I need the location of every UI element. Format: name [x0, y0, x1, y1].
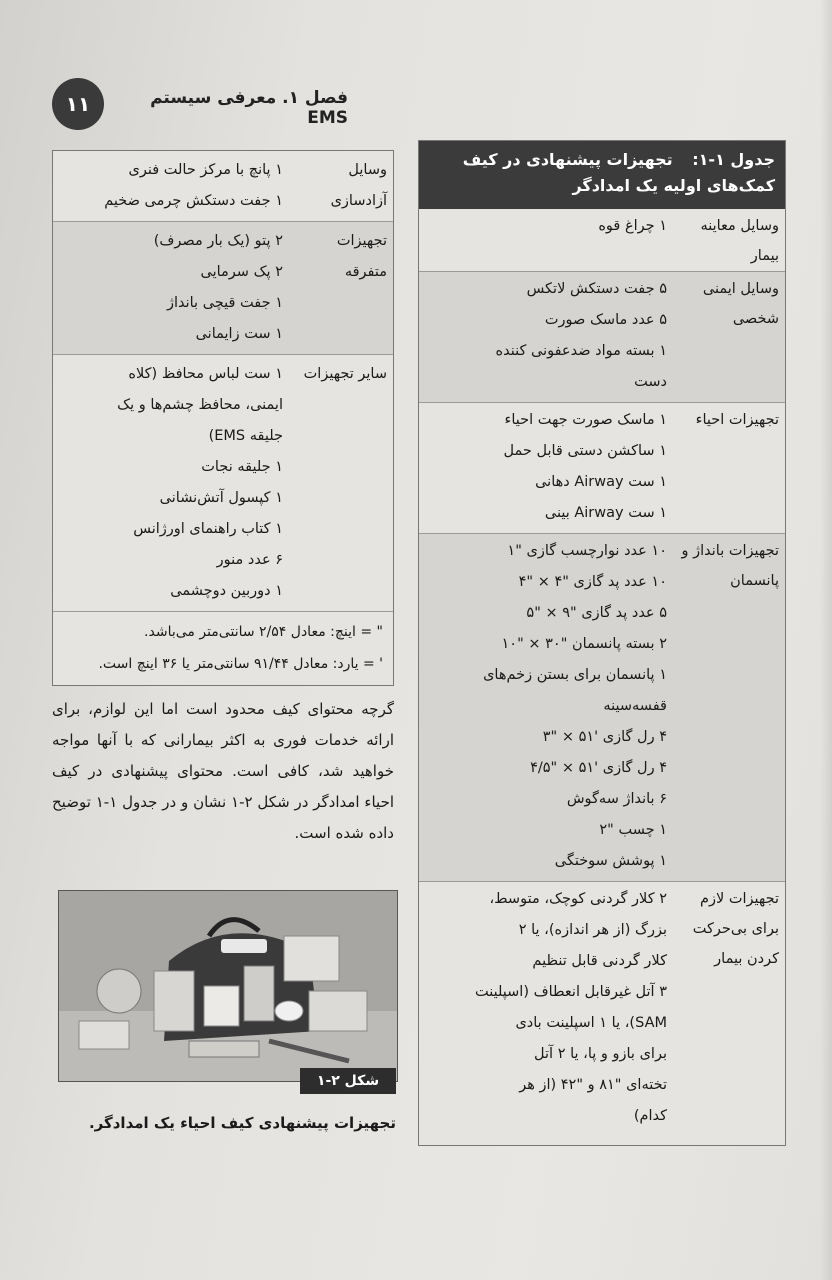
equipment-table-continued [52, 150, 394, 686]
note-yard: ' = یارد: معادل ۹۱/۴۴ سانتی‌متر یا ۳۶ اینچ است. [98, 656, 383, 672]
table-title-line2: کمک‌های اولیه یک امدادگر [572, 176, 775, 195]
list-item: ۱ کپسول آتش‌نشانی [159, 490, 283, 506]
list-item: SAM)، یا ۱ اسپلینت بادی [515, 1015, 667, 1031]
row-items [419, 272, 673, 402]
figure-label: شکل ۲-۱ [300, 1068, 396, 1094]
table-row [419, 209, 785, 272]
list-item: ۱ ست زایمانی [195, 326, 283, 342]
row-category: تجهیزات لازم برای بی‌حرکت کردن بیمار [692, 891, 779, 967]
list-item: ۴ رل گازی '۵۱ × "۳ [542, 729, 667, 745]
list-item: تخته‌ای "۸۱ و "۴۲ (از هر [519, 1077, 667, 1093]
list-item: ۲ پک سرمایی [200, 264, 283, 280]
list-item: ۱ کتاب راهنمای اورژانس [133, 521, 283, 537]
page-edge-shadow [820, 0, 832, 1280]
table-row [419, 882, 785, 1136]
list-item: ۱ بسته مواد ضدعفونی کننده [495, 343, 667, 359]
table-row [419, 534, 785, 882]
list-item: ۱ چسب "۲ [599, 822, 667, 838]
table-row [419, 272, 785, 403]
list-item: بزرگ (از هر اندازه)، یا ۲ [518, 922, 667, 938]
row-category: سایر تجهیزات [303, 366, 387, 382]
figure-caption: تجهیزات پیشنهادی کیف احیاء یک امدادگر. [88, 1114, 396, 1132]
list-item: ۶ بانداژ سه‌گوش [566, 791, 667, 807]
list-item: ۱۰ عدد پد گازی "۴ × "۴ [518, 574, 667, 590]
figure [58, 890, 396, 1100]
note-inch: " = اینچ: معادل ۲/۵۴ سانتی‌متر می‌باشد. [144, 624, 383, 640]
table-row [53, 222, 393, 355]
first-aid-kit-illustration [59, 891, 397, 1081]
list-item: ۴ رل گازی '۵۱ × "۴/۵ [530, 760, 667, 776]
list-item: برای بازو و پا، یا ۲ آتل [534, 1046, 667, 1062]
table-header [419, 141, 785, 209]
table-notes [53, 612, 393, 684]
list-item: ۱ ست لباس محافظ (کلاه [128, 366, 283, 382]
row-items [419, 403, 673, 533]
first-aid-kit-photo [58, 890, 398, 1082]
row-category: وسایل آزادسازی [330, 162, 387, 209]
list-item: ۵ جفت دستکش لاتکس [526, 281, 667, 297]
list-item: دست [634, 374, 667, 390]
list-item: ۱ ماسک صورت جهت احیاء [504, 412, 667, 428]
body-paragraph: گرچه محتوای کیف محدود است اما این لوازم، برای ارائه خدمات فوری به اکثر بیمارانی که با آنها مواجه خواهید شد، کافی است. محتوای پیشنهادی در کیف احیاء امدادگر در شکل ۲-۱ نشان و در جدول ۱-۱ توضیح داده شده است. [52, 700, 395, 842]
list-item: ۱۰ عدد نوارچسب گازی "۱ [507, 543, 667, 559]
list-item: ۱ پانچ با مرکز حالت فنری [128, 162, 283, 178]
list-item: ۵ عدد پد گازی "۹ × "۵ [526, 605, 667, 621]
list-item: ۱ پوشش سوختگی [554, 853, 667, 869]
table-row [53, 355, 393, 612]
list-item: ۱ جفت قیچی بانداژ [166, 295, 283, 311]
list-item: ۵ عدد ماسک صورت [544, 312, 667, 328]
list-item: ۱ جفت دستکش چرمی ضخیم [104, 193, 283, 209]
list-item: کدام) [633, 1108, 667, 1124]
row-category: وسایل ایمنی شخصی [702, 281, 779, 327]
page-number: ۱۱ [52, 78, 104, 130]
row-items [419, 209, 673, 271]
list-item: ۱ پانسمان برای بستن زخم‌های [483, 667, 667, 683]
list-item: ۱ جلیقه نجات [201, 459, 283, 475]
row-items [419, 882, 673, 1136]
chapter-title: فصل ۱. معرفی سیستم EMS [150, 88, 348, 128]
table-row [419, 403, 785, 534]
row-items [53, 151, 289, 221]
list-item: ۱ ساکشن دستی قابل حمل [503, 443, 667, 459]
list-item: ایمنی، محافظ چشم‌ها و یک [117, 397, 283, 413]
list-item: ۲ بسته پانسمان "۳۰ × "۱۰ [501, 636, 667, 652]
row-category: وسایل معاینه بیمار [700, 218, 779, 264]
list-item: ۶ عدد منور [216, 552, 283, 568]
table-title-line1: تجهیزات پیشنهادی در کیف [462, 150, 673, 169]
list-item: ۱ دوربین دوچشمی [170, 583, 283, 599]
list-item: جلیقه EMS) [208, 428, 283, 444]
row-category: تجهیزات احیاء [695, 412, 779, 428]
list-item: ۲ کلار گردنی کوچک، متوسط، [489, 891, 667, 907]
row-items [53, 355, 289, 611]
table-row [53, 151, 393, 222]
list-item: ۲ پتو (یک بار مصرف) [153, 233, 283, 249]
row-items [419, 534, 673, 881]
list-item: ۱ ست Airway دهانی [535, 474, 667, 490]
row-items [53, 222, 289, 354]
row-category: تجهیزات بانداژ و پانسمان [681, 543, 779, 589]
list-item: ۱ ست Airway بینی [544, 505, 667, 521]
list-item: ۳ آتل غیرقابل انعطاف (اسپلینت [474, 984, 667, 1000]
row-category: تجهیزات متفرقه [336, 233, 387, 280]
table-label: جدول ۱-۱: [692, 150, 775, 169]
equipment-table [418, 140, 786, 1146]
list-item: قفسه‌سینه [603, 698, 667, 714]
list-item: کلار گردنی قابل تنظیم [532, 953, 667, 969]
list-item: ۱ چراغ قوه [598, 218, 667, 234]
